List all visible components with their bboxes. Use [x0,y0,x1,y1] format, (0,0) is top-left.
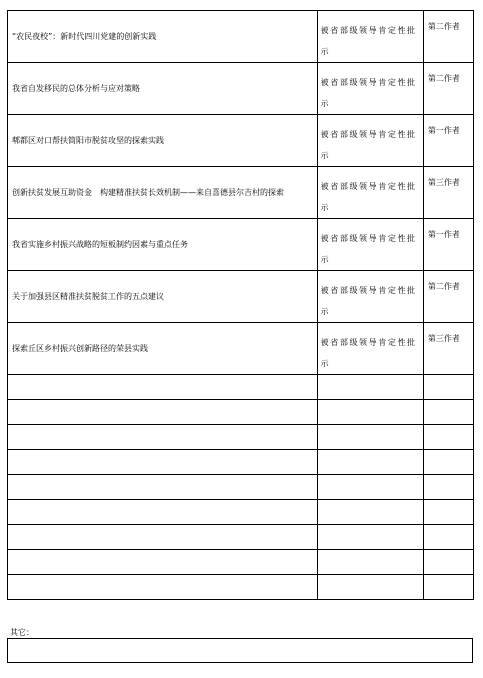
empty-cell [317,475,423,500]
empty-cell [8,400,318,425]
table-row [8,63,474,115]
author-rank: 第一作者 [427,126,460,135]
empty-cell [423,525,473,550]
empty-cell [423,550,473,575]
title-cell [8,11,318,63]
approval-status: 被省部级领导肯定性批示 [320,78,417,108]
empty-cell [8,450,318,475]
empty-cell [317,550,423,575]
empty-row [8,500,474,525]
approval-cell [317,219,423,271]
title-cell [8,323,318,375]
approval-status: 被省部级领导肯定性批示 [320,338,417,368]
author-cell [423,219,473,271]
empty-cell [423,425,473,450]
title-cell [8,219,318,271]
empty-cell [8,475,318,500]
empty-cell [317,425,423,450]
report-title: 我省实施乡村振兴战略的短板制约因素与重点任务 [12,239,188,249]
title-cell [8,63,318,115]
author-cell [423,271,473,323]
other-label: 其它： [10,628,34,637]
empty-cell [317,400,423,425]
author-cell [423,167,473,219]
report-title: 郫都区对口帮扶简阳市脱贫攻坚的探索实践 [12,135,164,145]
approval-cell [317,63,423,115]
empty-cell [8,425,318,450]
table-row [8,11,474,63]
empty-row [8,450,474,475]
author-rank: 第三作者 [427,178,460,187]
empty-row [8,375,474,400]
title-cell [8,167,318,219]
empty-cell [423,500,473,525]
table-row [8,271,474,323]
empty-cell [8,375,318,400]
author-cell [423,323,473,375]
empty-cell [317,575,423,600]
approval-cell [317,11,423,63]
table-row [8,323,474,375]
author-rank: 第二作者 [427,282,460,291]
empty-row [8,425,474,450]
author-rank: 第二作者 [427,74,460,83]
approval-status: 被省部级领导肯定性批示 [320,182,417,212]
empty-cell [317,525,423,550]
approval-cell [317,167,423,219]
empty-cell [423,475,473,500]
author-cell [423,115,473,167]
report-title: 我省自发移民的总体分析与应对策略 [12,83,140,93]
approval-status: 被省部级领导肯定性批示 [320,286,417,316]
author-rank: 第一作者 [427,230,460,239]
author-cell [423,63,473,115]
empty-cell [8,500,318,525]
empty-row [8,400,474,425]
empty-row [8,575,474,600]
empty-cell [8,575,318,600]
empty-row [8,525,474,550]
empty-cell [8,525,318,550]
table-row [8,115,474,167]
title-cell [8,115,318,167]
empty-row [8,475,474,500]
approval-cell [317,271,423,323]
approval-status: 被省部级领导肯定性批示 [320,26,417,56]
report-title: 关于加强县区精准扶贫脱贫工作的五点建议 [12,291,164,301]
table-row [8,219,474,271]
empty-row [8,550,474,575]
approval-status: 被省部级领导肯定性批示 [320,234,417,264]
author-rank: 第三作者 [427,334,460,343]
achievements-table [7,10,474,600]
approval-cell [317,115,423,167]
empty-cell [8,550,318,575]
empty-cell [423,450,473,475]
empty-cell [423,400,473,425]
table-row [8,167,474,219]
title-cell [8,271,318,323]
approval-status: 被省部级领导肯定性批示 [320,130,417,160]
author-cell [423,11,473,63]
empty-cell [317,375,423,400]
report-title: “农民夜校”：新时代四川党建的创新实践 [12,31,157,41]
report-title: 创新扶贫发展互助资金 构建精准扶贫长效机制——来自喜德县尔吉村的探索 [12,187,284,197]
empty-cell [423,575,473,600]
empty-cell [423,375,473,400]
empty-cell [317,500,423,525]
author-rank: 第二作者 [427,22,460,31]
approval-cell [317,323,423,375]
report-title: 探索丘区乡村振兴创新路径的荣县实践 [12,343,148,353]
other-box [7,638,473,663]
empty-cell [317,450,423,475]
